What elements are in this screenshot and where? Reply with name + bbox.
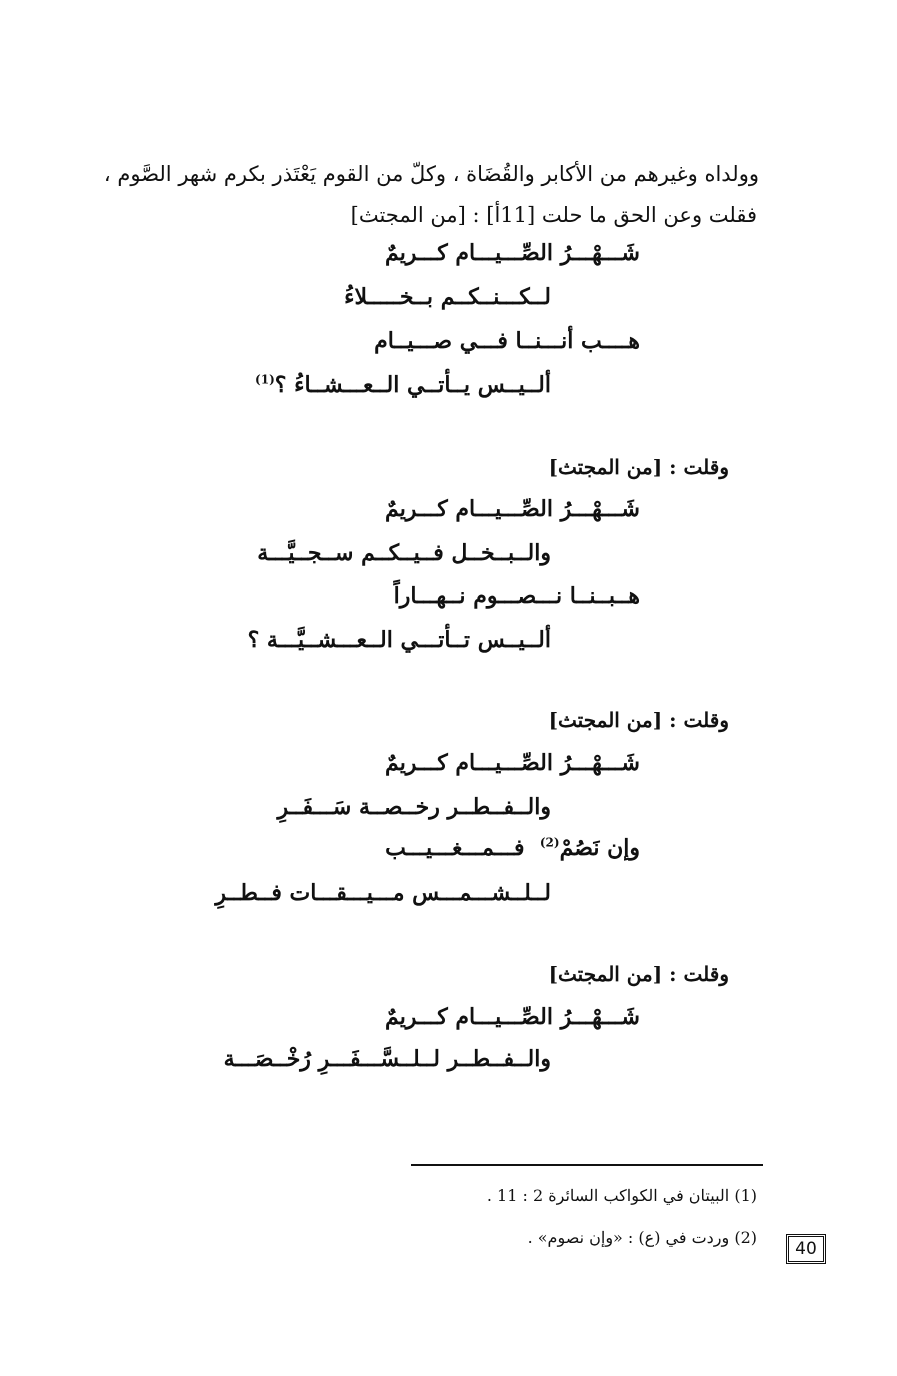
footnote-ref-1: (1) xyxy=(255,372,275,387)
footnote-2: (2) وردت في (ع) : «وإن نصوم» . xyxy=(527,1228,757,1247)
poem3-verse3-text-b: فـــمـــغـــيـــب xyxy=(385,835,525,861)
poem3-heading: وقلت : [من المجتث] xyxy=(548,708,729,732)
poem2-verse4: ألــيــس تــأتـــي الــعـــشــيَّـــة ؟ xyxy=(247,627,551,653)
poem3-verse1: شَـــهْـــرُ الصِّـــيـــام كـــريمٌ xyxy=(385,750,640,776)
poem1-verse4-text: ألــيــس يــأتــي الــعـــشــاءُ ؟ xyxy=(274,372,551,398)
footnote-1: (1) البيتان في الكواكب السائرة 2 : 11 . xyxy=(486,1186,757,1205)
poem3-verse3 xyxy=(385,835,640,861)
poem1-verse2: لــكـــنــكــم بــخـــــلاءُ xyxy=(344,284,551,310)
poem2-verse2: والــبــخــل فــيــكــم ســجــيَّـــة xyxy=(257,540,551,566)
poem2-verse1: شَـــهْـــرُ الصِّـــيـــام كـــريمٌ xyxy=(385,496,640,522)
footnote-divider xyxy=(411,1164,763,1166)
poem3-verse2: والــفــطــر رخــصــة سَـــفَــرِ xyxy=(277,794,551,820)
poem3-verse4: لــلــشـــمـــس مـــيـــقـــات فــطــرِ xyxy=(215,880,551,906)
poem1-verse1: شَـــهْـــرُ الصِّـــيـــام كـــريمٌ xyxy=(385,240,640,266)
poem4-heading: وقلت : [من المجتث] xyxy=(548,962,729,986)
poem4-verse2: والــفــطــر لــلــسَّـــفَـــرِ رُخْــصَـــة xyxy=(223,1046,551,1072)
page-number: 40 xyxy=(788,1236,824,1262)
poem1-verse4 xyxy=(255,372,551,398)
poem2-verse3: هــبــنــا نـــصـــوم نــهـــاراً xyxy=(393,583,640,609)
poem3-verse3-text-a: وإن نَصُمْ xyxy=(559,835,640,861)
intro-line-2: فقلت وعن الحق ما حلت [11أ] : [من المجتث] xyxy=(350,203,757,227)
intro-line-1: وولداه وغيرهم من الأكابر والقُضَاة ، وكلّ من القوم يَعْتَذر بكرم شهر الصَّوم ، xyxy=(103,162,759,186)
poem2-heading: وقلت : [من المجتث] xyxy=(548,455,729,479)
footnote-ref-2: (2) xyxy=(539,835,560,850)
poem4-verse1: شَـــهْـــرُ الصِّـــيـــام كـــريمٌ xyxy=(385,1004,640,1030)
poem1-verse3: هــــب أنـــنــا فـــي صـــيــام xyxy=(374,328,640,354)
